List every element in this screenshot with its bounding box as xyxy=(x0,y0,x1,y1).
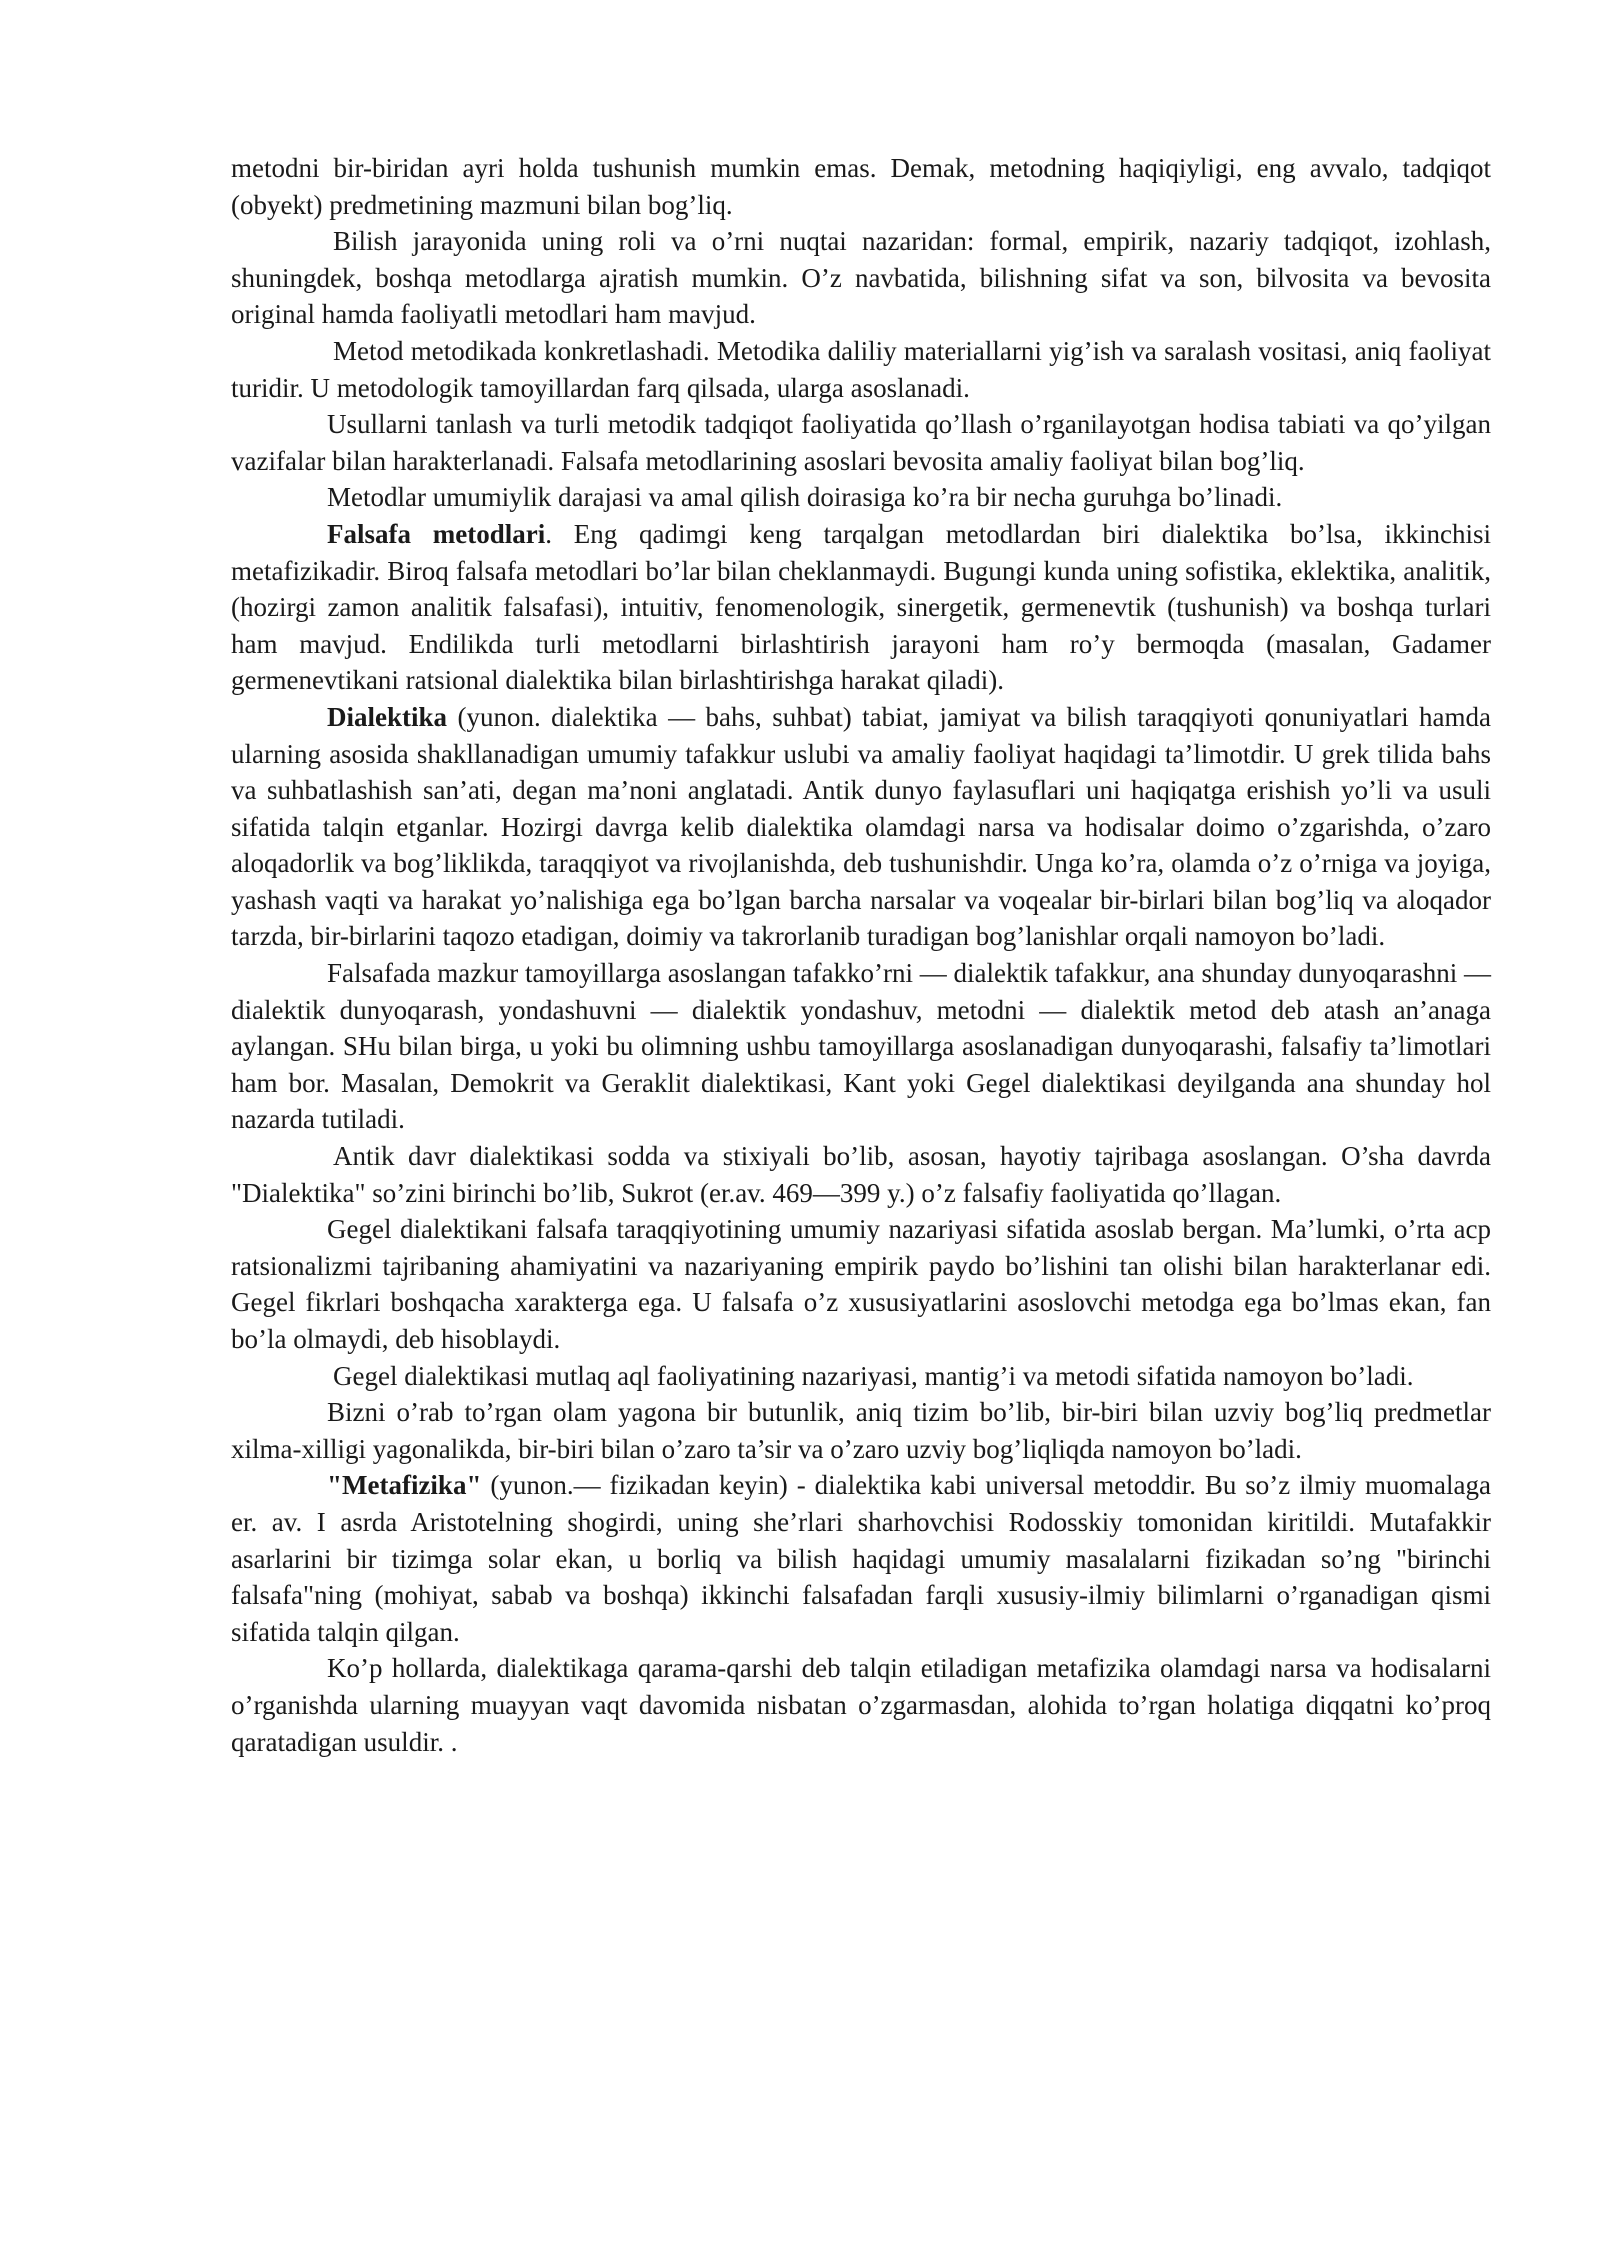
paragraph-methodology xyxy=(231,333,1491,406)
paragraph-antique-dialectics xyxy=(231,1138,1491,1211)
paragraph-dialectics xyxy=(231,699,1491,955)
term-heading: Falsafa metodlari xyxy=(327,518,546,549)
paragraph-text: Falsafada mazkur tamoyillarga asoslangan tafakko’rni — dialektik tafakkur, ana shunday dunyoqarashni — dialektik dunyoqarash, yondashuvni — dialektik yondashuv, metodni — dialektik metod deb atash an’anaga aylangan. SHu bilan birga, u yoki bu olimning ushbu tamoyillarga asoslanadigan dunyoqarashi, falsafiy ta’limotlari ham bor. Masalan, Demokrit va Geraklit dialektikasi, Kant yoki Gegel dialektikasi deyilganda ana shunday hol nazarda tutiladi. xyxy=(231,958,1491,1135)
paragraph-text: Gegel dialektikasi mutlaq aql faoliyatining nazariyasi, mantig’i va metodi sifatida namoyon bo’ladi. xyxy=(333,1360,1414,1391)
term-heading: Dialektika xyxy=(327,701,448,732)
paragraph-world-unity xyxy=(231,1394,1491,1467)
paragraph-text: Gegel dialektikani falsafa taraqqiyotining umumiy nazariyasi sifatida asoslab bergan. Ma’lumki, o’rta acp ratsionalizmi tajribaning ahamiyatini va nazariyaning empirik paydo bo’lishini tan olishi bilan harakterlanar edi. Gegel fikrlari boshqacha xarakterga ega. U falsafa o’z xususiyatlarini asoslovchi metodga ega bo’lmas ekan, fan bo’la olmaydi, deb hisoblaydi. xyxy=(231,1214,1491,1354)
paragraph-metaphysics-contrast xyxy=(231,1650,1491,1760)
paragraph-text: metodni bir-biridan ayri holda tushunish mumkin emas. Demak, metodning haqiqiyligi, eng avvalo, tadqiqot (obyekt) predmetining mazmuni bilan bog’liq. xyxy=(231,153,1491,220)
paragraph-text: Usullarni tanlash va turli metodik tadqiqot faoliyatida qo’llash o’rganilayotgan hodisa tabiati va qo’yilgan vazifalar bilan harakterlanadi. Falsafa metodlarining asoslari bevosita amaliy faoliyat bilan bog’liq. xyxy=(231,409,1491,476)
term-heading: "Metafizika" xyxy=(327,1470,482,1501)
paragraph-text: (yunon.— fizikadan keyin) - dialektika kabi universal metoddir. Bu so’z ilmiy muomalaga er. av. I asrda Aristotelning shogirdi, uning she’rlari sharhovchisi Rodosskiy tomonidan kiritildi. Mutafakkir asarlarini bir tizimga solar ekan, u borliq va bilish haqidagi umumiy masalalarni fizikadan so’ng "birinchi falsafa"ning (mohiyat, sabab va boshqa) ikkinchi falsafadan farqli xususiy-ilmiy bilimlarni o’rganadigan qismi sifatida talqin qilgan. xyxy=(231,1470,1491,1647)
document-page xyxy=(231,150,1491,1760)
paragraph-method-continuation xyxy=(231,150,1491,223)
paragraph-hegel-dialectics xyxy=(231,1211,1491,1357)
paragraph-cognition-role xyxy=(231,223,1491,333)
paragraph-methods-selection xyxy=(231,406,1491,479)
paragraph-text: . Eng qadimgi keng tarqalgan metodlardan biri dialektika bo’lsa, ikkinchisi metafizikadir. Biroq falsafa metodlari bo’lar bilan cheklanmaydi. Bugungi kunda uning sofistika, eklektika, analitik, (hozirgi zamon analitik falsafasi), intuitiv, fenomenologik, sinergetik, germenevtik (tushunish) va boshqa turlari ham mavjud. Endilikda turli metodlarni birlashtirish jarayoni ham ro’y bermoqda (masalan, Gadamer germenevtikani ratsional dialektika bilan birlashtirishga harakat qiladi). xyxy=(231,518,1492,696)
paragraph-text: Antik davr dialektikasi sodda va stixiyali bo’lib, asosan, hayotiy tajribaga asoslangan. O’sha davrda "Dialektika" so’zini birinchi bo’lib, Sukrot (er.av. 469—399 y.) o’z falsafiy faoliyatida qo’llagan. xyxy=(231,1141,1491,1208)
paragraph-hegel-absolute-reason xyxy=(231,1358,1491,1395)
paragraph-text: Metod metodikada konkretlashadi. Metodika daliliy materiallarni yig’ish va saralash vositasi, aniq faoliyat turidir. U metodologik tamoyillardan farq qilsada, ularga asoslanadi. xyxy=(231,335,1491,403)
paragraph-text: Bilish jarayonida uning roli va o’rni nuqtai nazaridan: formal, empirik, nazariy tadqiqot, izohlash, shuningdek, boshqa metodlarga ajratish mumkin. O’z navbatida, bilishning sifat va son, bilvosita va bevosita original hamda faoliyatli metodlari ham mavjud. xyxy=(231,226,1491,330)
paragraph-metaphysics xyxy=(231,1467,1491,1650)
paragraph-text: (yunon. dialektika — bahs, suhbat) tabiat, jamiyat va bilish taraqqiyoti qonuniyatlari hamda ularning asosida shakllanadigan umumiy tafakkur uslubi va amaliy faoliyat haqidagi ta’limotdir. U grek tilida bahs va suhbatlashish san’ati, degan ma’noni anglatadi. Antik dunyo faylasuflari uni haqiqatga erishish yo’li va usuli sifatida talqin etganlar. Hozirgi davrga kelib dialektika olamdagi narsa va hodisalar doimo o’zgarishda, o’zaro aloqadorlik va bog’liklikda, taraqqiyot va rivojlanishda, deb tushunishdir. Unga ko’ra, olamda o’z o’rniga va joyiga, yashash vaqti va harakat yo’nalishiga ega bo’lgan barcha narsalar va voqealar bir-birlari bilan bog’liq va aloqador tarzda, bir-birlarini taqozo etadigan, doimiy va takrorlanib turadigan bog’lanishlar orqali namoyon bo’ladi. xyxy=(231,701,1491,952)
paragraph-dialectical-thinking xyxy=(231,955,1491,1138)
paragraph-text: Ko’p hollarda, dialektikaga qarama-qarshi deb talqin etiladigan metafizika olamdagi narsa va hodisalarni o’rganishda ularning muayyan vaqt davomida nisbatan o’zgarmasdan, alohida to’rgan holatiga diqqatni ko’proq qaratadigan usuldir. . xyxy=(231,1653,1491,1757)
paragraph-methods-groups xyxy=(231,479,1491,516)
paragraph-philosophy-methods xyxy=(231,516,1491,699)
paragraph-text: Metodlar umumiylik darajasi va amal qilish doirasiga ko’ra bir necha guruhga bo’linadi. xyxy=(327,482,1283,513)
paragraph-text: Bizni o’rab to’rgan olam yagona bir butunlik, aniq tizim bo’lib, bir-biri bilan uzviy bog’liq predmetlar xilma-xilligi yagonalikda, bir-biri bilan o’zaro ta’sir va o’zaro uzviy bog’liqliqda namoyon bo’ladi. xyxy=(231,1397,1491,1464)
